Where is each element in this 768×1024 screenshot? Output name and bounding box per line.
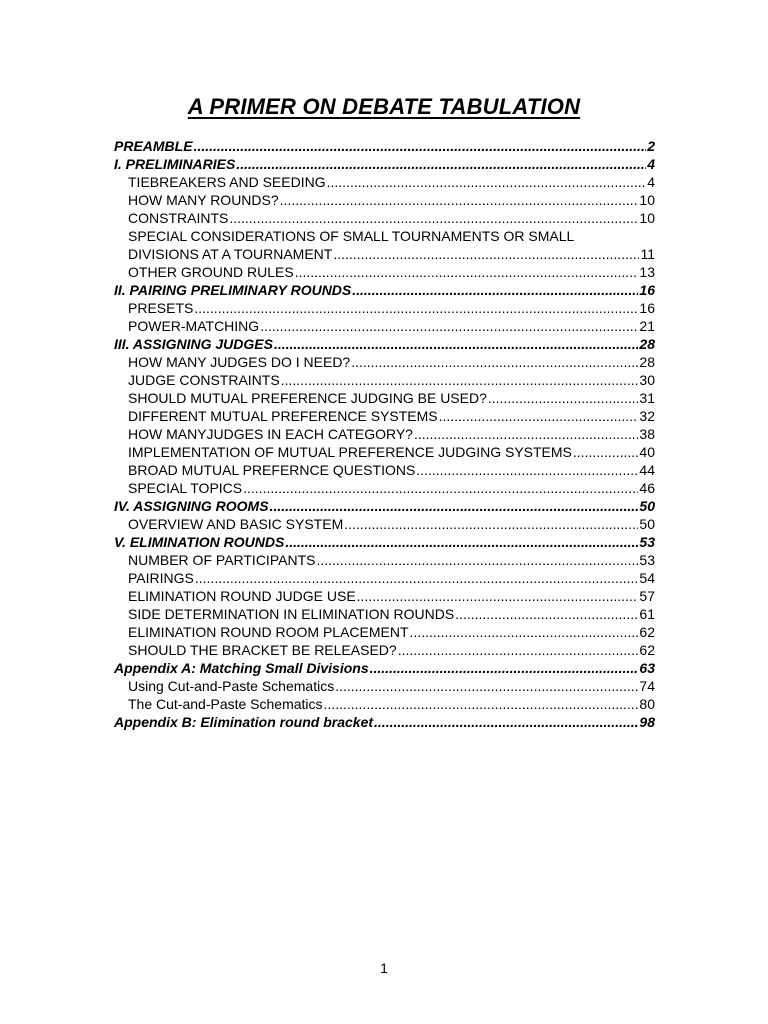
toc-dot-leader xyxy=(414,425,638,443)
toc-subsection-entry[interactable] xyxy=(114,191,655,209)
toc-subsection-entry[interactable] xyxy=(114,641,655,659)
toc-subsection-entry[interactable] xyxy=(114,623,655,641)
toc-subsection-entry[interactable] xyxy=(114,425,655,443)
toc-dot-leader xyxy=(295,263,639,281)
toc-entry-page: 46 xyxy=(639,480,655,496)
toc-dot-leader xyxy=(488,389,639,407)
toc-subsection-entry[interactable] xyxy=(114,605,655,623)
toc-entry-label: BROAD MUTUAL PREFERNCE QUESTIONS xyxy=(128,462,416,478)
toc-subsection-entry[interactable] xyxy=(114,299,655,317)
toc-entry-label: DIVISIONS AT A TOURNAMENT xyxy=(128,246,333,262)
toc-entry-page: 16 xyxy=(639,282,655,298)
table-of-contents xyxy=(114,137,655,731)
toc-entry-label: HOW MANY JUDGES DO I NEED? xyxy=(128,354,351,370)
toc-entry-page: 53 xyxy=(639,552,655,568)
toc-section-entry[interactable] xyxy=(114,533,655,551)
toc-entry-page: 21 xyxy=(639,318,655,334)
toc-subsection-entry[interactable] xyxy=(114,209,655,227)
toc-entry-label: TIEBREAKERS AND SEEDING xyxy=(128,174,326,190)
toc-subsection-entry[interactable] xyxy=(114,443,655,461)
toc-subsection-entry[interactable] xyxy=(114,353,655,371)
toc-subsection-entry[interactable] xyxy=(114,695,655,713)
toc-entry-label: I. PRELIMINARIES xyxy=(114,156,236,172)
toc-entry-page: 50 xyxy=(639,498,655,514)
toc-entry-page: 32 xyxy=(639,408,655,424)
toc-entry-page: 74 xyxy=(639,678,655,694)
toc-subsection-entry[interactable] xyxy=(114,677,655,695)
toc-entry-label: SHOULD MUTUAL PREFERENCE JUDGING BE USED? xyxy=(128,390,487,406)
toc-entry-label: IV. ASSIGNING ROOMS xyxy=(114,498,269,514)
toc-entry-label: SHOULD THE BRACKET BE RELEASED? xyxy=(128,642,397,658)
toc-dot-leader xyxy=(194,137,647,155)
toc-entry-label: CONSTRAINTS xyxy=(128,210,229,226)
toc-entry-page: 40 xyxy=(639,444,655,460)
toc-dot-leader xyxy=(335,677,638,695)
toc-dot-leader xyxy=(324,695,639,713)
toc-dot-leader xyxy=(439,407,639,425)
toc-entry-label: JUDGE CONSTRAINTS xyxy=(128,372,280,388)
toc-entry-page: 61 xyxy=(639,606,655,622)
toc-dot-leader xyxy=(327,173,647,191)
toc-entry-page: 53 xyxy=(639,534,655,550)
toc-entry-page: 4 xyxy=(647,156,655,172)
toc-dot-leader xyxy=(374,713,638,731)
toc-subsection-entry[interactable] xyxy=(114,551,655,569)
toc-entry-page: 31 xyxy=(639,390,655,406)
toc-entry-page: 4 xyxy=(647,174,655,190)
toc-entry-label: POWER-MATCHING xyxy=(128,318,260,334)
toc-dot-leader xyxy=(194,299,638,317)
toc-dot-leader xyxy=(416,461,638,479)
toc-entry-label: PAIRINGS xyxy=(128,570,194,586)
toc-dot-leader xyxy=(352,281,638,299)
toc-subsection-entry[interactable] xyxy=(114,371,655,389)
toc-subsection-entry[interactable] xyxy=(114,479,655,497)
toc-section-entry[interactable] xyxy=(114,137,655,155)
toc-subsection-entry[interactable] xyxy=(114,389,655,407)
toc-section-entry[interactable] xyxy=(114,659,655,677)
toc-dot-leader xyxy=(229,209,638,227)
toc-section-entry[interactable] xyxy=(114,155,655,173)
toc-entry-page: 50 xyxy=(639,516,655,532)
toc-entry-page: 38 xyxy=(639,426,655,442)
toc-entry-label: IMPLEMENTATION OF MUTUAL PREFERENCE JUDGING SYSTEMS xyxy=(128,444,572,460)
toc-subsection-entry[interactable] xyxy=(114,461,655,479)
toc-subsection-entry[interactable] xyxy=(114,587,655,605)
toc-entry-label: ELIMINATION ROUND ROOM PLACEMENT xyxy=(128,624,409,640)
toc-entry-label: V. ELIMINATION ROUNDS xyxy=(114,534,285,550)
toc-entry-label: DIFFERENT MUTUAL PREFERENCE SYSTEMS xyxy=(128,408,438,424)
toc-dot-leader xyxy=(285,533,638,551)
toc-subsection-entry[interactable] xyxy=(114,245,655,263)
toc-dot-leader xyxy=(274,335,638,353)
toc-entry-page: 11 xyxy=(640,246,655,262)
toc-dot-leader xyxy=(455,605,638,623)
toc-dot-leader xyxy=(260,317,638,335)
toc-entry-page: 54 xyxy=(639,570,655,586)
toc-entry-page: 57 xyxy=(639,588,655,604)
toc-entry-page: 2 xyxy=(647,138,655,154)
toc-entry-label: The Cut-and-Paste Schematics xyxy=(128,696,323,712)
toc-entry-label: NUMBER OF PARTICIPANTS xyxy=(128,552,316,568)
toc-subsection-entry[interactable] xyxy=(114,569,655,587)
toc-dot-leader xyxy=(333,245,639,263)
toc-subsection-entry[interactable] xyxy=(114,173,655,191)
toc-subsection-entry[interactable] xyxy=(114,407,655,425)
toc-entry-label: SPECIAL CONSIDERATIONS OF SMALL TOURNAMENTS OR SMALL xyxy=(128,228,575,244)
toc-entry-label: Appendix B: Elimination round bracket xyxy=(114,714,374,730)
toc-entry-label: PREAMBLE xyxy=(114,138,193,154)
toc-dot-leader xyxy=(344,515,638,533)
toc-entry-page: 13 xyxy=(639,264,655,280)
toc-entry-label: SIDE DETERMINATION IN ELIMINATION ROUNDS xyxy=(128,606,455,622)
toc-entry-label: OVERVIEW AND BASIC SYSTEM xyxy=(128,516,344,532)
toc-entry-label: Using Cut-and-Paste Schematics xyxy=(128,678,335,694)
toc-entry-page: 62 xyxy=(639,624,655,640)
toc-entry-page: 98 xyxy=(639,714,655,730)
toc-entry-page: 62 xyxy=(639,642,655,658)
toc-entry-label: HOW MANYJUDGES IN EACH CATEGORY? xyxy=(128,426,413,442)
toc-section-entry[interactable] xyxy=(114,281,655,299)
toc-entry-page: 80 xyxy=(639,696,655,712)
toc-dot-leader xyxy=(236,155,646,173)
toc-entry-page: 63 xyxy=(639,660,655,676)
toc-entry-label: III. ASSIGNING JUDGES xyxy=(114,336,273,352)
toc-dot-leader xyxy=(573,443,639,461)
toc-subsection-entry[interactable] xyxy=(114,263,655,281)
toc-entry-label: Appendix A: Matching Small Divisions xyxy=(114,660,369,676)
toc-entry-label: OTHER GROUND RULES xyxy=(128,264,294,280)
page-number: 1 xyxy=(380,960,388,976)
toc-entry-page: 28 xyxy=(639,354,655,370)
toc-section-entry[interactable] xyxy=(114,335,655,353)
toc-entry-label: II. PAIRING PRELIMINARY ROUNDS xyxy=(114,282,352,298)
toc-dot-leader xyxy=(410,623,639,641)
toc-section-entry[interactable] xyxy=(114,497,655,515)
toc-dot-leader xyxy=(195,569,639,587)
toc-subsection-entry[interactable] xyxy=(114,317,655,335)
toc-entry-page: 10 xyxy=(639,192,655,208)
toc-section-entry[interactable] xyxy=(114,713,655,731)
toc-dot-leader xyxy=(370,659,639,677)
toc-entry-label: SPECIAL TOPICS xyxy=(128,480,243,496)
toc-dot-leader xyxy=(316,551,638,569)
toc-entry-page: 10 xyxy=(639,210,655,226)
toc-subsection-entry[interactable] xyxy=(114,515,655,533)
toc-entry-label: ELIMINATION ROUND JUDGE USE xyxy=(128,588,356,604)
toc-dot-leader xyxy=(280,191,639,209)
toc-dot-leader xyxy=(270,497,639,515)
toc-dot-leader xyxy=(351,353,638,371)
toc-entry-page: 28 xyxy=(639,336,655,352)
toc-entry-page: 44 xyxy=(639,462,655,478)
toc-entry-page: 30 xyxy=(639,372,655,388)
toc-dot-leader xyxy=(281,371,639,389)
toc-subsection-entry[interactable] xyxy=(114,227,655,245)
toc-entry-label: HOW MANY ROUNDS? xyxy=(128,192,279,208)
toc-entry-page: 16 xyxy=(639,300,655,316)
toc-dot-leader xyxy=(357,587,639,605)
toc-dot-leader xyxy=(243,479,638,497)
document-title: A PRIMER ON DEBATE TABULATION xyxy=(187,94,581,119)
toc-entry-label: PRESETS xyxy=(128,300,194,316)
toc-dot-leader xyxy=(398,641,639,659)
